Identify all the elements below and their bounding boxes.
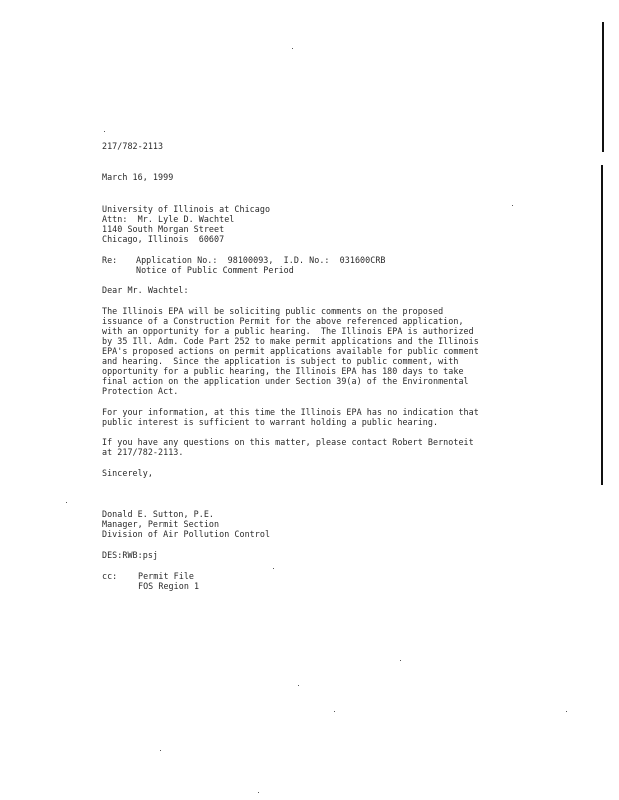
scan-speck <box>512 205 513 206</box>
signature-line: Donald E. Sutton, P.E. <box>102 509 215 519</box>
re-line: Notice of Public Comment Period <box>136 265 294 275</box>
scan-speck <box>334 711 335 712</box>
scan-speck <box>273 568 274 569</box>
body-line: For your information, at this time the Illinois EPA has no indication that <box>102 407 479 417</box>
scan-speck <box>566 711 567 712</box>
recipient-line: 1140 South Morgan Street <box>102 224 225 234</box>
scan-speck <box>292 48 293 49</box>
closing: Sincerely, <box>102 468 153 478</box>
body-line: EPA's proposed actions on permit applications available for public comment <box>102 346 479 356</box>
recipient-line: Attn: Mr. Lyle D. Wachtel <box>102 214 235 224</box>
body-line: Protection Act. <box>102 386 179 396</box>
letter-date: March 16, 1999 <box>102 172 174 182</box>
recipient-line: Chicago, Illinois 60607 <box>102 234 225 244</box>
body-line: final action on the application under Section 39(a) of the Environmental <box>102 376 469 386</box>
salutation: Dear Mr. Wachtel: <box>102 285 189 295</box>
initials: DES:RWB:psj <box>102 550 159 560</box>
re-label: Re: <box>102 255 118 265</box>
body-line: If you have any questions on this matter, please contact Robert Bernoteit <box>102 437 474 447</box>
scan-edge-mark <box>602 22 604 152</box>
re-line: Application No.: 98100093, I.D. No.: 031600CRB <box>136 255 386 265</box>
scan-speck <box>258 792 259 793</box>
phone-header: 217/782-2113 <box>102 141 164 151</box>
body-line: with an opportunity for a public hearing. The Illinois EPA is authorized <box>102 326 474 336</box>
scan-speck <box>160 750 161 751</box>
body-line: issuance of a Construction Permit for the above referenced application, <box>102 316 464 326</box>
body-line: at 217/782-2113. <box>102 447 184 457</box>
body-line: The Illinois EPA will be soliciting public comments on the proposed <box>102 306 444 316</box>
scan-speck <box>298 685 299 686</box>
scan-edge-mark <box>601 165 603 485</box>
body-line: and hearing. Since the application is subject to public comment, with <box>102 356 459 366</box>
scan-speck <box>66 502 67 503</box>
recipient-line: University of Illinois at Chicago <box>102 204 271 214</box>
cc-item: FOS Region 1 <box>138 581 200 591</box>
body-line: opportunity for a public hearing, the Illinois EPA has 180 days to take <box>102 366 464 376</box>
cc-item: Permit File <box>138 571 195 581</box>
cc-label: cc: <box>102 571 118 581</box>
scan-speck <box>400 660 401 661</box>
body-line: by 35 Ill. Adm. Code Part 252 to make permit applications and the Illinois <box>102 336 479 346</box>
signature-line: Manager, Permit Section <box>102 519 220 529</box>
scan-speck <box>104 131 105 132</box>
body-line: public interest is sufficient to warrant holding a public hearing. <box>102 417 439 427</box>
signature-line: Division of Air Pollution Control <box>102 529 271 539</box>
